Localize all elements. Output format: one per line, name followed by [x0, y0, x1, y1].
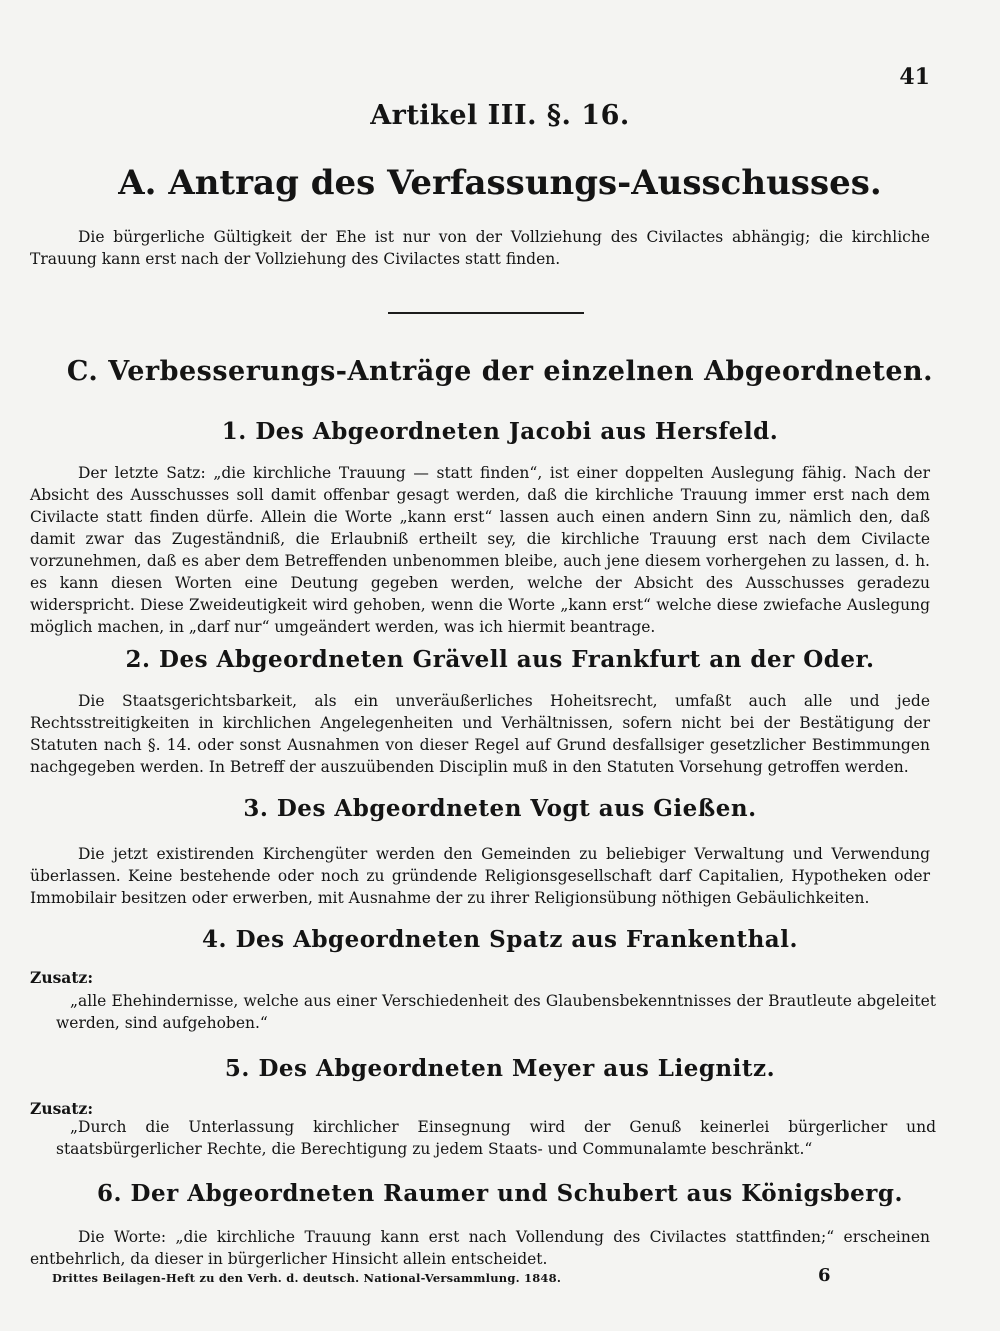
amendment-6-heading: 6. Der Abgeordneten Raumer und Schubert aus Königsberg.	[97, 1180, 903, 1207]
amendment-6-text: Die Worte: „die kirchliche Trauung kann erst nach Vollendung des Civilactes stattfinden;“ erscheinen entbehrlich, da dieser in bürgerlicher Hinsicht allein entscheidet.	[30, 1228, 930, 1268]
amendment-5-zusatz-label: Zusatz:	[30, 1099, 94, 1118]
amendment-3-text: Die jetzt existirenden Kirchengüter werden den Gemeinden zu beliebiger Verwaltung und Verwendung überlassen. Keine bestehende oder noch zu gründende Religionsgesellschaft darf Capitalien, Hypotheken oder Immobilair besitzen oder erwerben, mit Ausnahme der zu ihrer Religionsübung nöthigen Gebäulichkeiten.	[30, 845, 930, 907]
section-a-heading: A. Antrag des Verfassungs-Ausschusses.	[118, 163, 882, 203]
section-c-heading: C. Verbesserungs-Anträge der einzelnen Abgeordneten.	[66, 356, 934, 387]
page-number: 41	[899, 64, 930, 90]
section-a-text: Die bürgerliche Gültigkeit der Ehe ist nur von der Vollziehung des Civilactes abhängig; die kirchliche Trauung kann erst nach der Vollziehung des Civilactes statt finden.	[30, 228, 930, 268]
amendment-1-heading: 1. Des Abgeordneten Jacobi aus Hersfeld.	[221, 418, 779, 445]
amendment-1-text: Der letzte Satz: „die kirchliche Trauung — statt finden“, ist einer doppelten Auslegung fähig. Nach der Absicht des Ausschusses soll damit offenbar gesagt werden, daß die kirchliche Trauung immer erst nach dem Civilacte statt finden dürfe. Allein die Worte „kann erst“ lassen auch einen andern Sinn zu, nämlich den, daß damit zwar das Zugeständniß, die Erlaubniß ertheilt sey, die kirchliche Trauung erst nach dem Civilacte vorzunehmen, daß es aber dem Betreffenden unbenommen bleibe, auch jene diesem vorhergehen zu lassen, d. h. es kann diesen Worten eine Deutung gegeben werden, welche der Absicht des Ausschusses geradezu widerspricht. Diese Zweideutigkeit wird gehoben, wenn die Worte „kann erst“ welche diese zwiefache Auslegung möglich machen, in „darf nur“ umgeändert werden, was ich hiermit beantrage.	[30, 464, 930, 636]
footer-note: Drittes Beilagen-Heft zu den Verh. d. deutsch. National-Versammlung. 1848.	[52, 1271, 562, 1285]
article-heading: Artikel III. §. 16.	[370, 100, 630, 131]
amendment-3-heading: 3. Des Abgeordneten Vogt aus Gießen.	[243, 795, 757, 822]
amendment-2-heading: 2. Des Abgeordneten Grävell aus Frankfurt an der Oder.	[125, 646, 875, 673]
amendment-5-text: „Durch die Unterlassung kirchlicher Einsegnung wird der Genuß keinerlei bürgerlicher und staatsbürgerlicher Rechte, die Berechtigung zu jedem Staats- und Communalamte beschränkt.“	[56, 1118, 936, 1158]
amendment-4-zusatz-label: Zusatz:	[30, 968, 94, 987]
amendment-2-text: Die Staatsgerichtsbarkeit, als ein unveräußerliches Hoheitsrecht, umfaßt auch alle und jede Rechtsstreitigkeiten in kirchlichen Angelegenheiten und Verhältnissen, sofern nicht bei der Bestätigung der Statuten nach §. 14. oder sonst Ausnahmen von dieser Regel auf Grund desfallsiger gesetzlicher Bestimmungen nachgegeben werden. In Betreff der auszuübenden Disciplin muß in den Statuten Vorsehung getroffen werden.	[30, 692, 930, 776]
signature-mark: 6	[818, 1265, 831, 1286]
amendment-4-heading: 4. Des Abgeordneten Spatz aus Frankenthal.	[202, 926, 798, 953]
amendment-5-heading: 5. Des Abgeordneten Meyer aus Liegnitz.	[224, 1055, 776, 1082]
section-divider	[388, 312, 584, 314]
amendment-4-text: „alle Ehehindernisse, welche aus einer Verschiedenheit des Glaubensbekenntnisses der Brautleute abgeleitet werden, sind aufgehoben.“	[56, 992, 936, 1032]
